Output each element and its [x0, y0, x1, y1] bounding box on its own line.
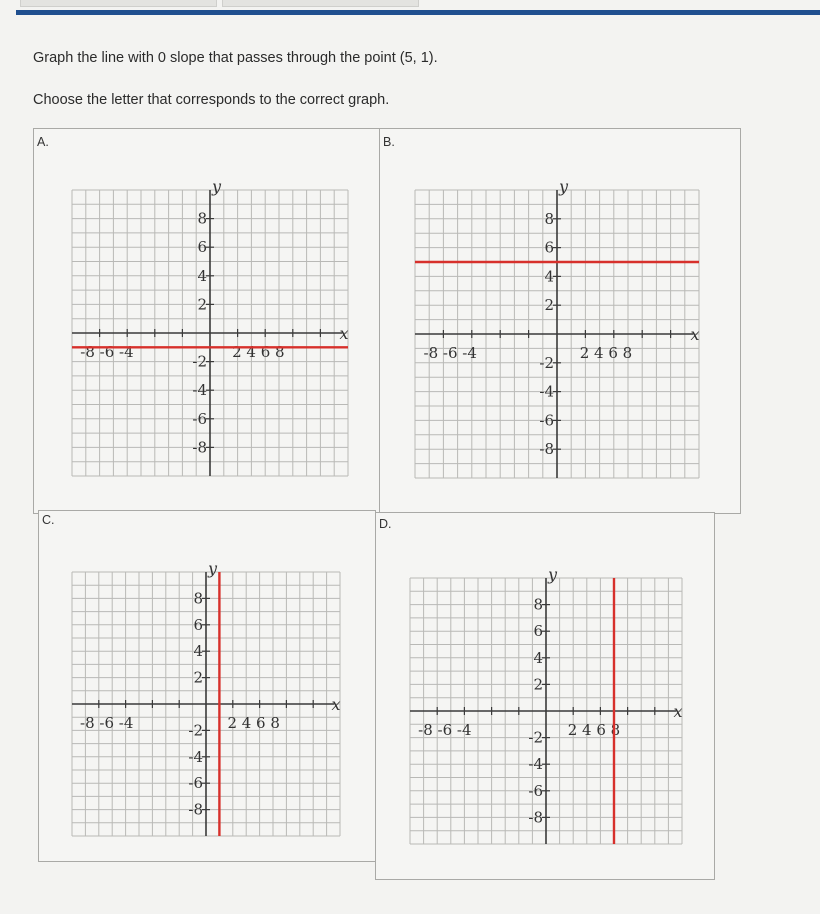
graph-d-x-neg-labels: -8 -6 -4 — [418, 721, 472, 739]
graph-b-y-label-4: 4 — [544, 267, 554, 286]
graph-c-x-label: x — [331, 695, 341, 714]
graph-b-y-label-neg4: -4 — [539, 382, 554, 401]
graph-b-y-label-2: 2 — [544, 296, 554, 315]
graph-c-y-label-neg4: -4 — [188, 747, 203, 766]
graph-a-y-label-2: 2 — [197, 295, 207, 314]
graph-b — [415, 178, 699, 478]
header-rule — [16, 10, 820, 15]
choice-b-letter: B. — [383, 135, 395, 149]
graph-d-y-label-neg6: -6 — [528, 781, 543, 800]
graph-d-y-label-2: 2 — [533, 675, 543, 694]
graph-a-y-label: y — [212, 177, 222, 196]
graph-c-y-label-8: 8 — [193, 589, 203, 608]
graph-a-y-label-neg2: -2 — [192, 352, 207, 371]
graph-c-y-label-6: 6 — [193, 615, 203, 634]
question-prompt: Graph the line with 0 slope that passes through the point (5, 1). — [33, 50, 438, 66]
graph-c-y-label-neg8: -8 — [188, 800, 203, 819]
graph-a — [72, 178, 348, 476]
choice-a-letter: A. — [37, 135, 49, 149]
graph-a-y-label-neg8: -8 — [192, 438, 207, 457]
graph-a-x-pos-labels: 2 4 6 8 — [232, 343, 285, 361]
graph-d-y-label-neg4: -4 — [528, 755, 543, 774]
graph-a-y-label-neg4: -4 — [192, 381, 207, 400]
graph-d — [410, 566, 682, 844]
graph-d-y-label-neg2: -2 — [528, 728, 543, 747]
tab-left[interactable] — [20, 0, 217, 7]
question-instruction: Choose the letter that corresponds to the correct graph. — [33, 92, 390, 108]
graph-a-y-label-neg6: -6 — [192, 409, 207, 428]
choice-d-letter: D. — [379, 517, 392, 531]
graph-d-y-label: y — [548, 565, 558, 584]
graph-b-y-label-neg8: -8 — [539, 440, 554, 459]
graph-a-x-label: x — [339, 324, 349, 343]
graph-d-y-label-4: 4 — [533, 648, 543, 667]
graph-b-x-neg-labels: -8 -6 -4 — [423, 344, 477, 362]
graph-c-y-label-2: 2 — [193, 668, 203, 687]
graph-c-y-label-4: 4 — [193, 642, 203, 661]
graph-a-y-label-4: 4 — [197, 266, 207, 285]
graph-b-y-label: y — [559, 177, 569, 196]
graph-b-x-pos-labels: 2 4 6 8 — [579, 344, 633, 362]
graph-a-y-label-6: 6 — [197, 238, 207, 257]
graph-b-x-label: x — [690, 325, 700, 344]
graph-d-x-label: x — [673, 702, 683, 721]
graph-d-y-label-neg8: -8 — [528, 808, 543, 827]
graph-d-y-label-8: 8 — [533, 595, 543, 614]
graph-a-x-neg-labels: -8 -6 -4 — [80, 343, 134, 361]
graph-b-y-label-8: 8 — [544, 209, 554, 228]
graph-b-y-label-neg2: -2 — [539, 353, 554, 372]
graph-d-x-pos-labels: 2 4 6 8 — [567, 721, 621, 739]
graph-c-x-neg-labels: -8 -6 -4 — [80, 714, 134, 732]
choice-c-letter: C. — [42, 513, 55, 527]
graph-c-y-label-neg6: -6 — [188, 774, 203, 793]
graph-c-x-pos-labels: 2 4 6 8 — [227, 714, 280, 732]
tab-right[interactable] — [222, 0, 419, 7]
graph-b-y-label-6: 6 — [544, 238, 554, 257]
graph-d-y-label-6: 6 — [533, 622, 543, 641]
graph-a-y-label-8: 8 — [197, 209, 207, 228]
graph-b-y-label-neg6: -6 — [539, 411, 554, 430]
graph-c — [72, 560, 340, 836]
graph-c-y-label: y — [208, 559, 218, 578]
graph-c-y-label-neg2: -2 — [188, 721, 203, 740]
